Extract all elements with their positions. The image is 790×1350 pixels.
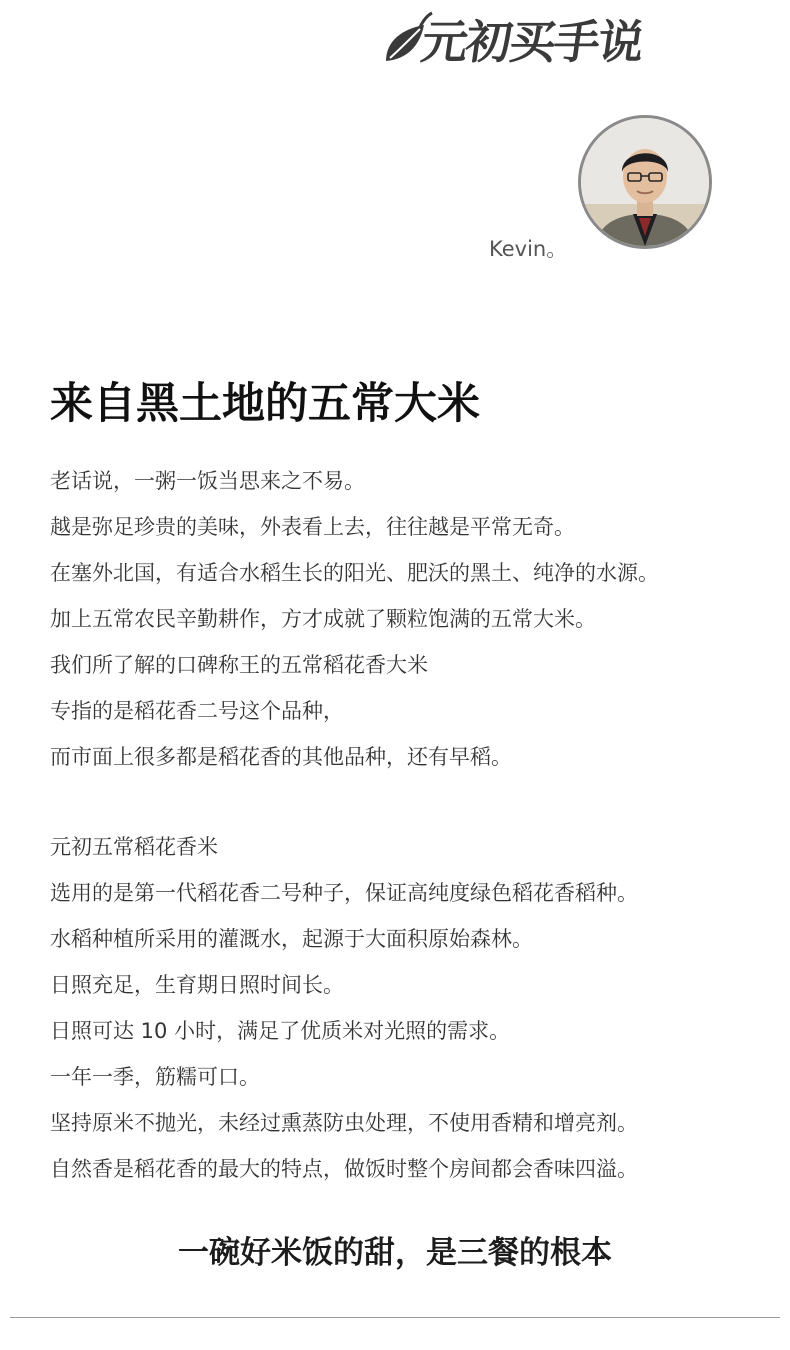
text-line: 一年一季，筋糯可口。 xyxy=(50,1065,260,1089)
slogan: 一碗好米饭的甜，是三餐的根本 xyxy=(178,1235,612,1271)
text-line: 越是弥足珍贵的美味，外表看上去，往往越是平常无奇。 xyxy=(50,515,575,539)
text-line: 选用的是第一代稻花香二号种子，保证高纯度绿色稻花香稻种。 xyxy=(50,881,638,905)
text-line: 日照充足，生育期日照时间长。 xyxy=(50,973,344,997)
author-avatar xyxy=(578,115,712,249)
text-line: 老话说，一粥一饭当思来之不易。 xyxy=(50,469,365,493)
text-line: 而市面上很多都是稻花香的其他品种，还有早稻。 xyxy=(50,745,512,769)
divider-line xyxy=(10,1317,780,1318)
text-line: 在塞外北国，有适合水稻生长的阳光、肥沃的黑土、纯净的水源。 xyxy=(50,561,659,585)
article-title: 来自黑土地的五常大米 xyxy=(50,379,480,429)
paragraph-2 xyxy=(50,824,638,1192)
author-name-suffix: 。 xyxy=(546,237,568,261)
avatar-portrait-icon xyxy=(581,118,709,246)
text-line: 日照可达 10 小时，满足了优质米对光照的需求。 xyxy=(50,1019,511,1043)
author-name xyxy=(489,233,567,263)
author-name-text: Kevin xyxy=(489,237,547,261)
logo-text: 元初买手说 xyxy=(418,15,646,69)
paragraph-1 xyxy=(50,458,659,780)
text-line: 水稻种植所采用的灌溉水，起源于大面积原始森林。 xyxy=(50,927,533,951)
brand-logo xyxy=(380,6,730,74)
text-line: 专指的是稻花香二号这个品种， xyxy=(50,699,344,723)
text-line: 我们所了解的口碑称王的五常稻花香大米 xyxy=(50,653,428,677)
text-line: 坚持原米不抛光，未经过熏蒸防虫处理，不使用香精和增亮剂。 xyxy=(50,1111,638,1135)
text-line: 元初五常稻花香米 xyxy=(50,835,218,859)
text-line: 加上五常农民辛勤耕作，方才成就了颗粒饱满的五常大米。 xyxy=(50,607,596,631)
text-line: 自然香是稻花香的最大的特点，做饭时整个房间都会香味四溢。 xyxy=(50,1157,638,1181)
